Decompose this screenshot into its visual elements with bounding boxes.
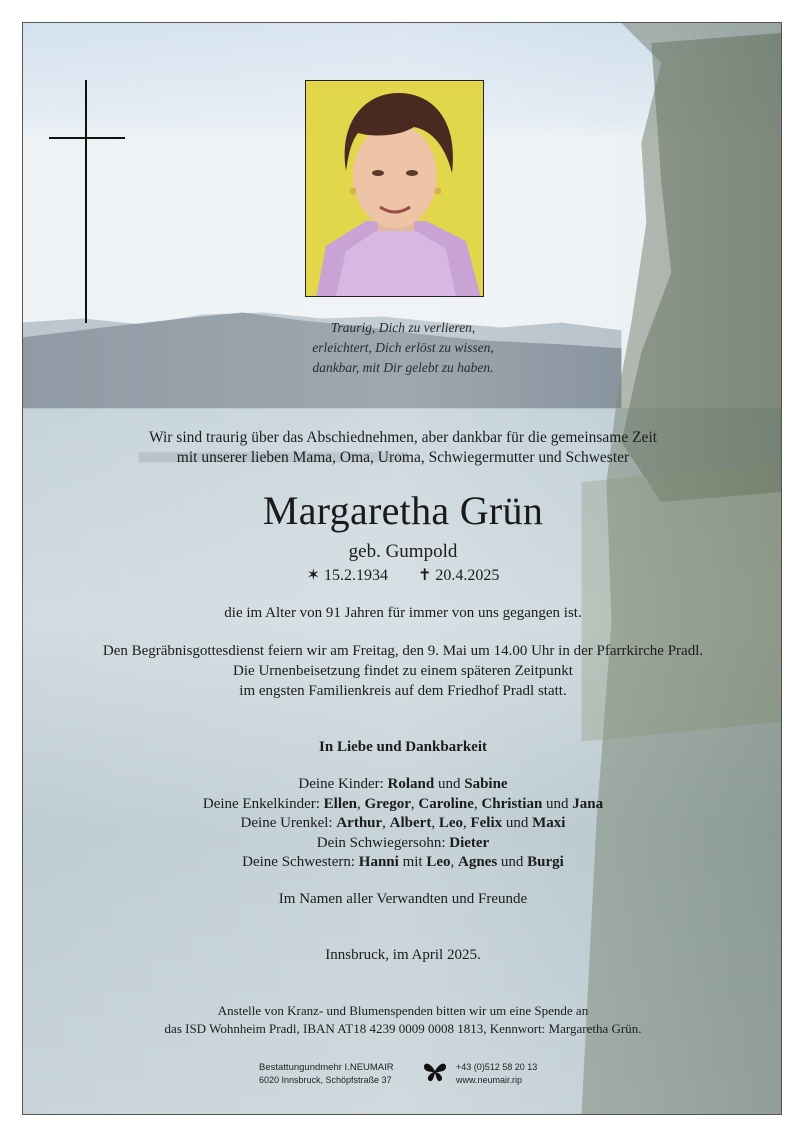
memorial-quote: [23, 318, 782, 378]
star-icon: ✶: [306, 567, 320, 584]
conjunction: und: [505, 815, 529, 831]
family-row-schwiegersohn: [23, 834, 782, 854]
family-label: Dein Schwiegersohn:: [316, 834, 446, 851]
quote-line: erleichtert, Dich erlöst zu wissen,: [312, 340, 494, 355]
conjunction: mit: [402, 854, 423, 870]
age-line: die im Alter von 91 Jahren für immer von uns gegangen ist.: [224, 605, 582, 621]
family-member: Felix: [470, 815, 503, 831]
quote-line: dankbar, mit Dir gelebt zu haben.: [312, 360, 494, 375]
portrait-photo: [305, 80, 484, 297]
life-dates: [23, 565, 782, 587]
family-member: Roland: [387, 776, 435, 792]
family-member: Dieter: [449, 834, 490, 851]
family-member: Jana: [572, 795, 604, 812]
donation-info: [23, 1002, 782, 1038]
family-row-enkel: Deine Enkelkinder: Ellen, Gregor, Caroline, Christian und Jana: [202, 795, 604, 812]
service-line: im engsten Familienkreis auf dem Friedhof Pradl statt.: [239, 683, 567, 699]
family-label: Deine Schwestern:: [242, 854, 356, 870]
family-member: Burgi: [527, 854, 564, 870]
family-label: Deine Urenkel:: [240, 815, 333, 831]
family-member: Hanni: [358, 854, 399, 870]
conjunction: und: [546, 795, 569, 812]
birth-date: 15.2.1934: [324, 567, 388, 584]
funeral-home-website: www.neumair.rip: [456, 1075, 523, 1085]
funeral-home-street: 6020 Innsbruck, Schöpfstraße 37: [259, 1075, 392, 1085]
donation-line: das ISD Wohnheim Pradl, IBAN AT18 4239 0009 0008 1813, Kennwort: Margaretha Grün.: [164, 1021, 642, 1036]
donation-line: Anstelle von Kranz- und Blumenspenden bitten wir um eine Spende an: [217, 1003, 589, 1018]
family-label: Deine Kinder:: [298, 776, 384, 792]
family-member: Maxi: [532, 815, 566, 831]
deceased-name: Margaretha Grün: [262, 488, 544, 533]
funeral-home-footer: [23, 1055, 782, 1095]
funeral-home-contact: [456, 1061, 537, 1087]
conjunction: und: [437, 776, 461, 792]
intro-text: [23, 428, 782, 468]
obituary-card: [22, 22, 782, 1115]
thanks-heading: In Liebe und Dankbarkeit: [319, 739, 487, 755]
family-row-urenkel: Deine Urenkel: Arthur, Albert, Leo, Felix und Maxi: [240, 815, 566, 831]
quote-line: Traurig, Dich zu verlieren,: [330, 320, 476, 335]
place-date-line: Innsbruck, im April 2025.: [325, 947, 481, 963]
family-member: Caroline: [418, 795, 474, 812]
birth-name: geb. Gumpold: [348, 541, 458, 562]
family-member: Albert: [389, 815, 432, 831]
relatives-line: Im Namen aller Verwandten und Freunde: [278, 891, 528, 907]
portrait-illustration: [306, 81, 484, 297]
family-member: Gregor: [364, 795, 411, 812]
service-line: Die Urnenbeisetzung findet zu einem späteren Zeitpunkt: [233, 663, 573, 679]
conjunction: und: [500, 854, 524, 870]
intro-line: mit unserer lieben Mama, Oma, Uroma, Schwiegermutter und Schwester: [176, 449, 630, 466]
family-member: Leo: [438, 815, 463, 831]
family-row-schwestern: Deine Schwestern: Hanni mit Leo, Agnes und Burgi: [242, 854, 564, 870]
funeral-home-phone: +43 (0)512 58 20 13: [456, 1062, 538, 1072]
service-info: [23, 641, 782, 701]
family-member: Christian: [481, 795, 543, 812]
family-member: Ellen: [323, 795, 357, 812]
butterfly-logo-icon: [422, 1058, 448, 1084]
funeral-home-name: Bestattungundmehr I.NEUMAIR: [259, 1062, 394, 1073]
family-member: Arthur: [336, 815, 383, 831]
family-label: Deine Enkelkinder:: [202, 795, 320, 812]
service-line: Den Begräbnisgottesdienst feiern wir am Freitag, den 9. Mai um 14.00 Uhr in der Pfarrkirche Pradl.: [102, 643, 704, 659]
death-cross-icon: ✝: [418, 567, 432, 584]
family-member: Leo: [426, 854, 451, 870]
family-member: Sabine: [464, 776, 508, 792]
death-date: 20.4.2025: [435, 567, 500, 584]
funeral-home-address: [259, 1061, 394, 1087]
family-row-kinder: [23, 775, 782, 795]
family-member: Agnes: [458, 854, 498, 870]
intro-line: Wir sind traurig über das Abschiednehmen, aber dankbar für die gemeinsame Zeit: [148, 429, 658, 446]
family-list: [23, 775, 782, 873]
